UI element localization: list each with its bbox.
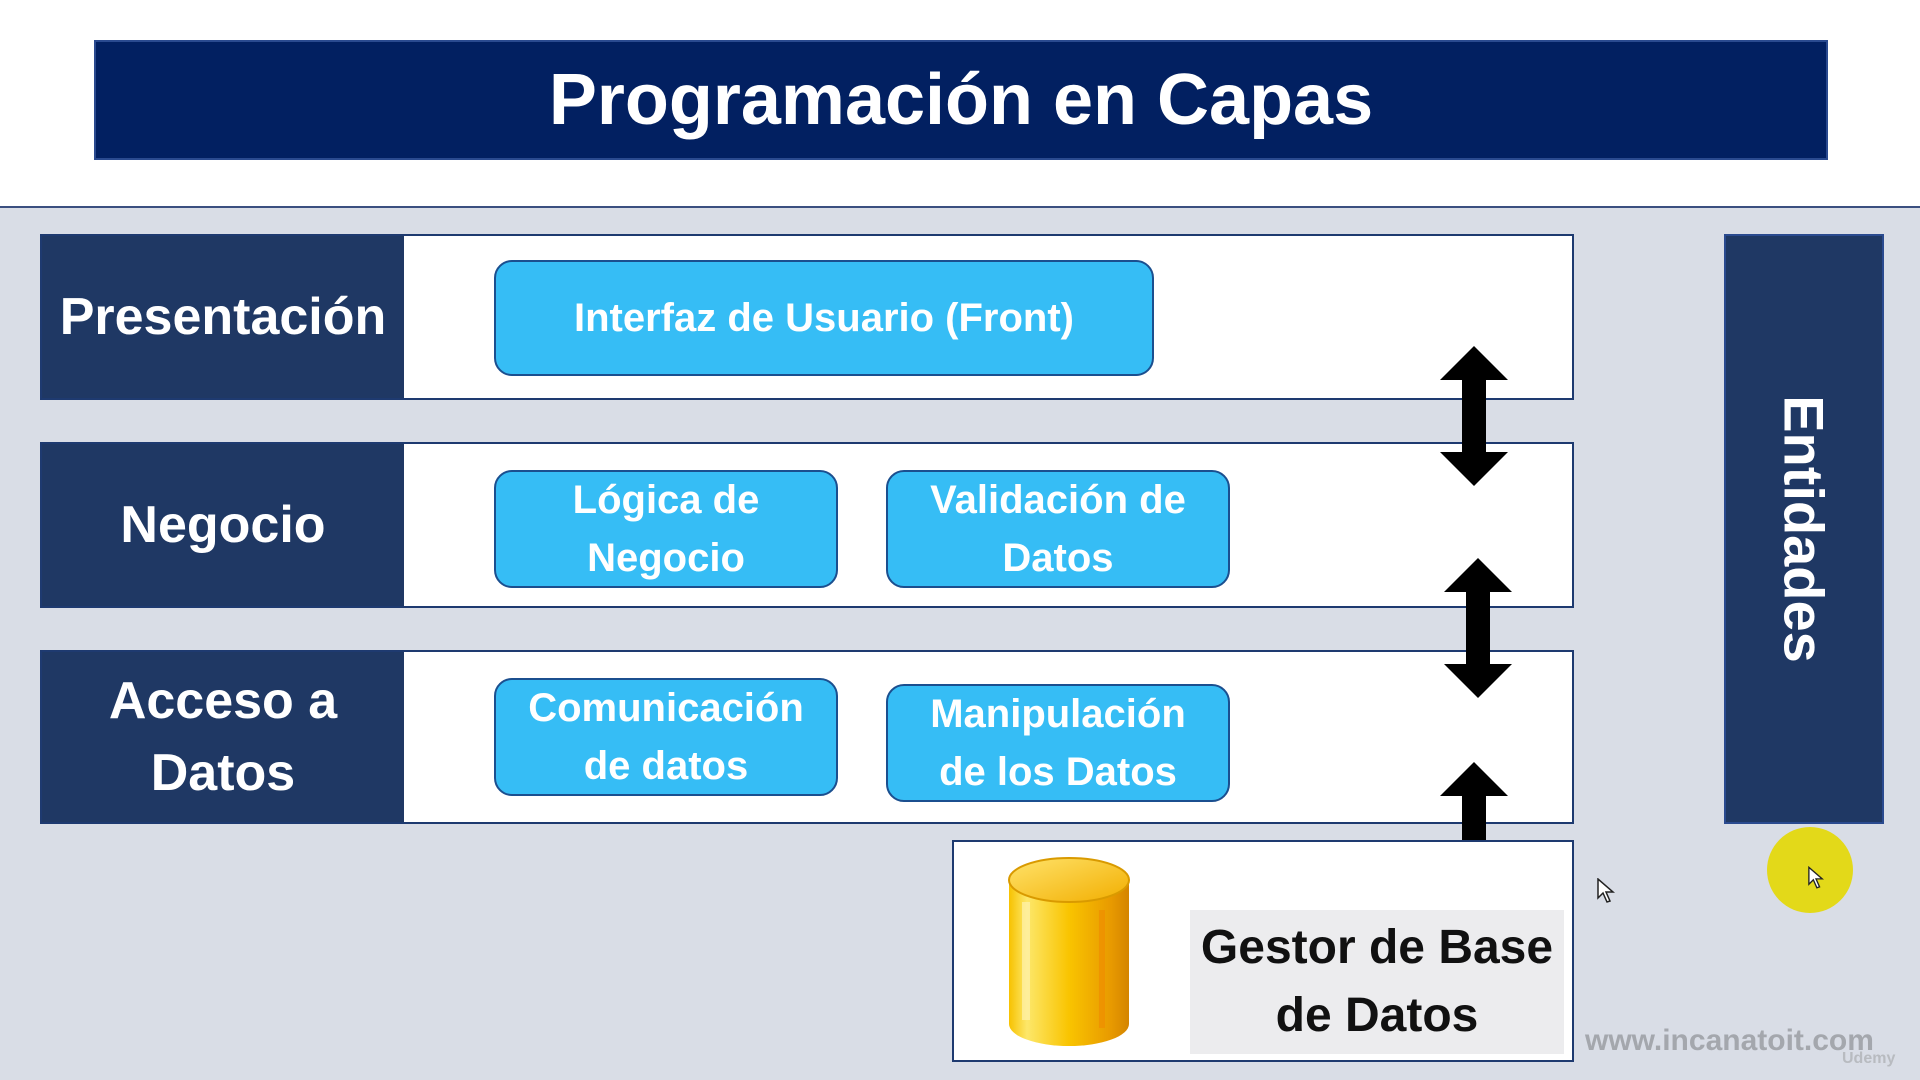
component-logica-negocio: Lógica de Negocio xyxy=(494,470,838,588)
arrow-presentacion-negocio xyxy=(1440,346,1508,486)
udemy-logo: Udemy xyxy=(1842,1050,1896,1067)
arrow-negocio-acceso xyxy=(1444,558,1512,698)
layer-negocio xyxy=(40,442,1574,608)
database-manager-box xyxy=(952,840,1574,1062)
mouse-pointer-icon xyxy=(1597,878,1615,904)
component-manipulacion-datos: Manipulación de los Datos xyxy=(886,684,1230,802)
watermark-url: www.incanatoit.com xyxy=(1585,1024,1874,1057)
layer-label-acceso-datos: Acceso a Datos xyxy=(42,652,404,822)
layer-label-presentacion: Presentación xyxy=(42,236,404,398)
layer-presentacion xyxy=(40,234,1574,400)
slide-title: Programación en Capas xyxy=(94,40,1828,160)
layer-acceso-datos xyxy=(40,650,1574,824)
component-comunicacion-datos: Comunicación de datos xyxy=(494,678,838,796)
component-interfaz-usuario: Interfaz de Usuario (Front) xyxy=(494,260,1154,376)
database-cylinder-icon xyxy=(1004,852,1134,1052)
database-manager-label: Gestor de Base de Datos xyxy=(1190,910,1564,1054)
entities-label: Entidades xyxy=(1772,395,1836,663)
component-validacion-datos: Validación de Datos xyxy=(886,470,1230,588)
layer-label-negocio: Negocio xyxy=(42,444,404,606)
mouse-pointer-icon xyxy=(1808,866,1824,890)
entities-column xyxy=(1724,234,1884,824)
